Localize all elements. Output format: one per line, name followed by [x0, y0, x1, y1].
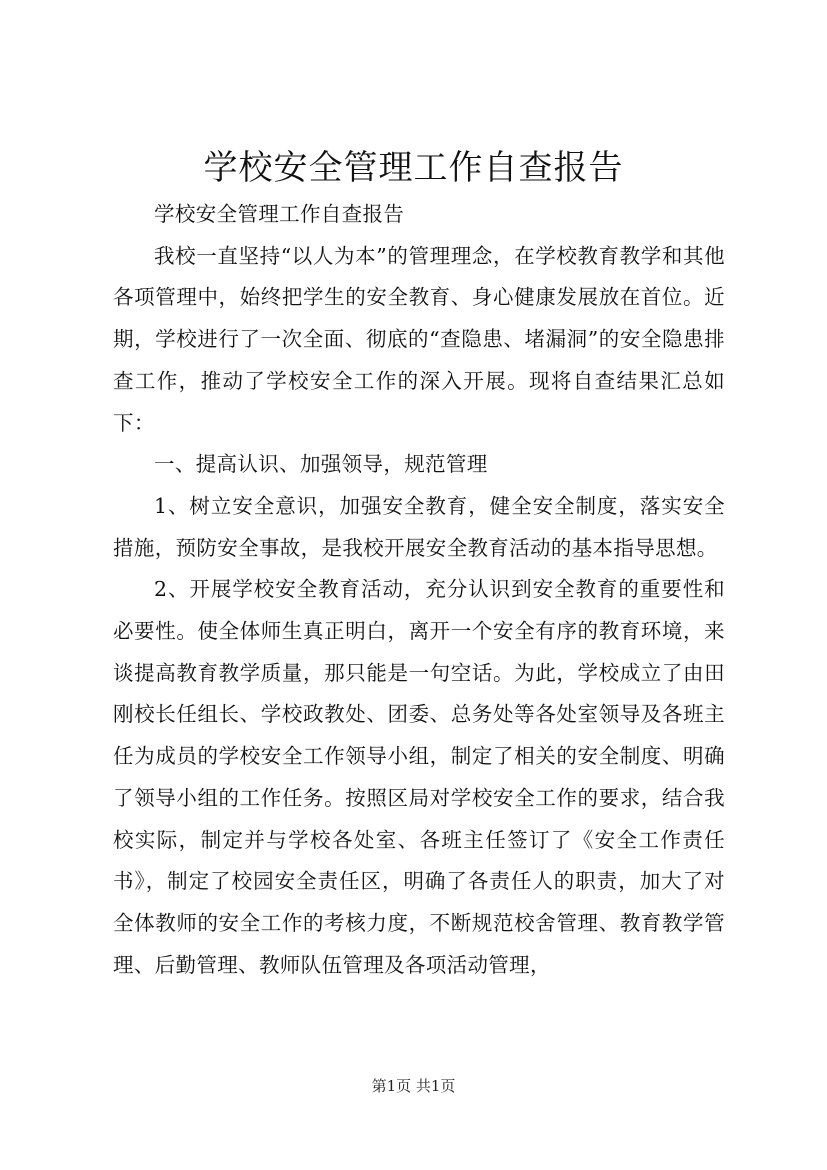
page-footer: 第1页 共1页	[371, 1077, 456, 1095]
section-heading-1: 一、提高认识、加强领导，规范管理	[154, 452, 488, 477]
body-paragraph-item-1: 1、树立安全意识，加强安全教育，健全安全制度，落实安全措施，预防安全事故，是我校开展安全教育活动的基本指导思想。	[113, 493, 725, 560]
body-paragraph-item-2: 2、开展学校安全教育活动，充分认识到安全教育的重要性和必要性。使全体师生真正明白，离开一个安全有序的教育环境，来谈提高教育教学质量，那只能是一句空话。为此，学校成立了由田刚校长任组长、学校政教处、团委、总务处等各处室领导及各班主任为成员的学校安全工作领导小组，制定了相关的安全制度、明确了领导小组的工作任务。按照区局对学校安全工作的要求，结合我校实际，制定并与学校各处室、各班主任签订了《安全工作责任书》，制定了校园安全责任区，明确了各责任人的职责，加大了对全体教师的安全工作的考核力度，不断规范校舍管理、教育教学管理、后勤管理、教师队伍管理及各项活动管理，	[113, 577, 725, 977]
document-body	[113, 194, 725, 986]
body-paragraph-subtitle: 学校安全管理工作自查报告	[154, 202, 405, 226]
document-title: 学校安全管理工作自查报告	[203, 148, 624, 188]
body-paragraph-intro: 我校一直坚持“以人为本”的管理理念，在学校教育教学和其他各项管理中，始终把学生的安全教育、身心健康发展放在首位。近期，学校进行了一次全面、彻底的“查隐患、堵漏洞”的安全隐患排查工作，推动了学校安全工作的深入开展。现将自查结果汇总如下：	[113, 243, 725, 435]
